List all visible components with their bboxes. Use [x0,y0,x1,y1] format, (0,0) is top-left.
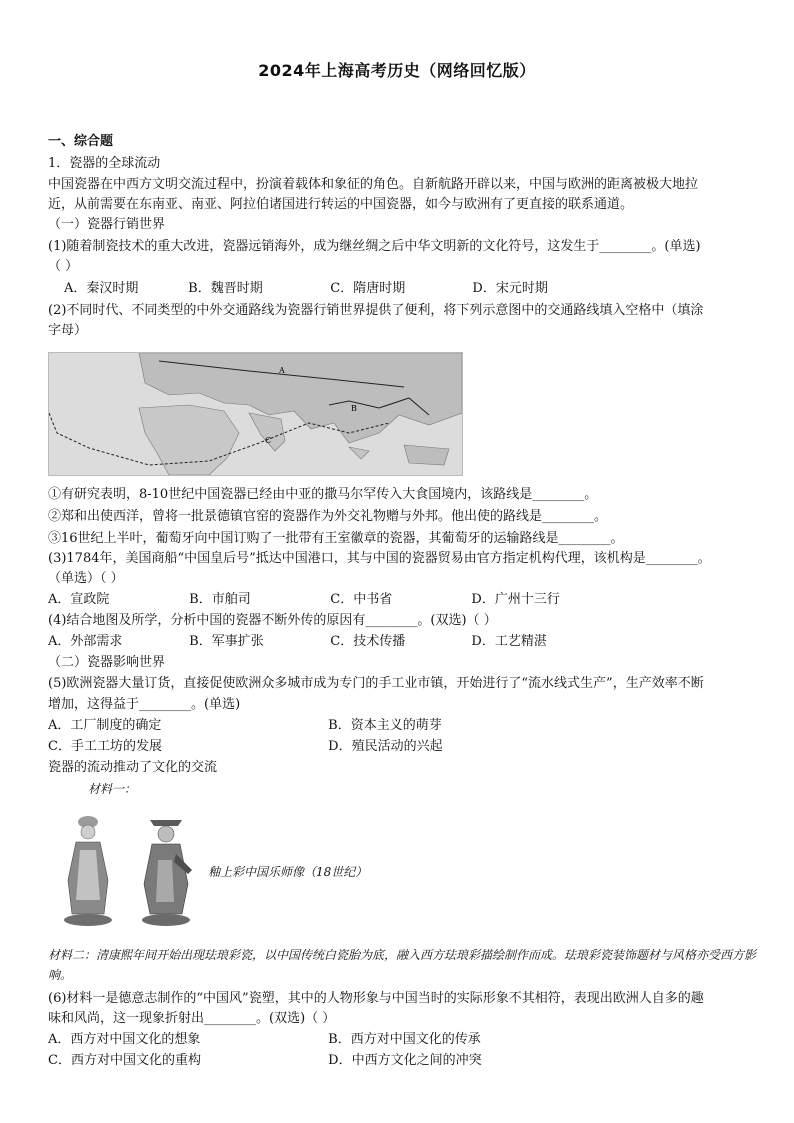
material-1-caption: 釉上彩中国乐师像（18世纪） [208,865,368,879]
world-map-figure [49,353,462,475]
question-4: (4)结合地图及所学，分析中国的瓷器不断外传的原因有________。(双选)（ ） [48,613,497,628]
option-b[interactable]: B．市舶司 [189,592,251,607]
option-c[interactable]: C．手工工坊的发展 [48,739,162,754]
option-a[interactable]: A．秦汉时期 [64,281,139,296]
map-label-c: C [265,436,272,445]
material-1-label: 材料一： [88,782,137,796]
answer-bracket: （ ） [48,259,79,274]
subsection-heading: （二）瓷器影响世界 [48,655,166,670]
porcelain-figure-left [58,810,118,930]
option-a[interactable]: A．工厂制度的确定 [48,718,162,733]
question-2-cont: 字母） [48,323,88,338]
option-a[interactable]: A．宣政院 [48,592,110,607]
options-row [48,738,443,756]
map-label-b: B [351,404,357,413]
option-b[interactable]: B．军事扩张 [189,634,264,649]
document-title: 2024年上海高考历史（网络回忆版） [258,61,536,80]
option-c[interactable]: C．中书省 [330,592,393,607]
options-row [48,1052,482,1070]
intro-text: 中国瓷器在中西方文明交流过程中，扮演着载体和象征的角色。自新航路开辟以来，中国与欧洲的距离被极大地拉 [48,177,699,192]
options-row [48,1031,481,1049]
question-2: (2)不同时代、不同类型的中外交通路线为瓷器行销世界提供了便利，将下列示意图中的交通路线填入空格中（填涂 [48,303,704,318]
options-row [48,591,560,609]
question-1: (1)随着制瓷技术的重大改进，瓷器远销海外，成为继丝绸之后中华文明新的文化符号，这发生于________。(单选) [48,239,701,254]
options-row [64,280,548,298]
option-b[interactable]: B．西方对中国文化的传承 [328,1032,481,1047]
option-d[interactable]: D．广州十三行 [471,592,560,607]
options-row [48,633,547,651]
question-2-item-1: ①有研究表明，8-10世纪中国瓷器已经由中亚的撒马尔罕传入大食国境内，该路线是________。 [48,487,598,502]
option-b[interactable]: B．资本主义的萌芽 [328,718,442,733]
option-d[interactable]: D．殖民活动的兴起 [328,739,443,754]
map-label-a: A [279,366,285,375]
route-map [48,352,463,476]
option-d[interactable]: D．宋元时期 [472,281,548,296]
question-5: (5)欧洲瓷器大量订货，直接促使欧洲众多城市成为专门的手工业市镇，开始进行了“流水线式生产”，生产效率不断 [48,676,704,691]
section-heading: 一、综合题 [48,134,114,149]
option-d[interactable]: D．工艺精湛 [471,634,547,649]
question-3: (3)1784年，美国商船“中国皇后号”抵达中国港口，其与中国的瓷器贸易由官方指定机构代理，该机构是________。 [48,551,711,566]
question-2-item-3: ③16世纪上半叶，葡萄牙向中国订购了一批带有王室徽章的瓷器，其葡萄牙的运输路线是________。 [48,531,624,546]
subsection-heading: （一）瓷器行销世界 [48,217,166,232]
option-b[interactable]: B．魏晋时期 [188,281,263,296]
options-row [48,717,442,735]
question-3-cont: （单选）（ ） [48,571,124,586]
material-2-text: 材料二：清康熙年间开始出现珐琅彩瓷，以中国传统白瓷胎为底，融入西方珐琅彩描绘制作而成。珐琅彩瓷装饰题材与风格亦受西方影响。 [48,948,757,982]
option-c[interactable]: C．西方对中国文化的重构 [48,1053,201,1068]
intro-text: 近，从前需要在东南亚、南亚、阿拉伯诸国进行转运的中国瓷器，如今与欧洲有了更直接的联系通道。 [48,197,634,212]
option-a[interactable]: A．外部需求 [48,634,123,649]
option-a[interactable]: A．西方对中国文化的想象 [48,1032,201,1047]
question-6-cont: 味和风尚，这一现象折射出________。(双选)（ ） [48,1011,336,1026]
porcelain-figure-right [136,810,196,930]
question-2-item-2: ②郑和出使西洋，曾将一批景德镇官窑的瓷器作为外交礼物赠与外邦。他出使的路线是________。 [48,509,608,524]
question-5-cont: 增加，这得益于________。(单选) [48,697,241,712]
option-c[interactable]: C．隋唐时期 [330,281,406,296]
option-c[interactable]: C．技术传播 [330,634,406,649]
option-d[interactable]: D．中西方文化之间的冲突 [328,1053,482,1068]
question-6: (6)材料一是德意志制作的“中国风”瓷塑，其中的人物形象与中国当时的实际形象不其相符，表现出欧洲人自多的趣 [48,991,704,1006]
transition-text: 瓷器的流动推动了文化的交流 [48,760,218,775]
question-heading: 1．瓷器的全球流动 [48,156,161,171]
